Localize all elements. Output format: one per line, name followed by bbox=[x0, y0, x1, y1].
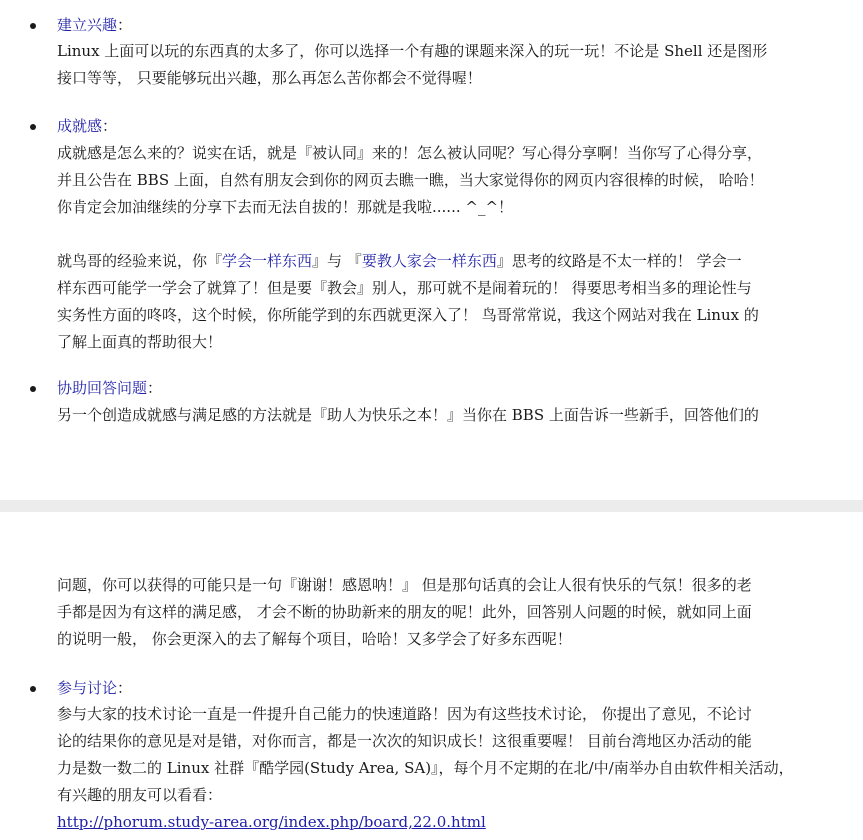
text-line: 样东西可能学一学会了就算了！但是要『教会』别人，那可就不是闹着玩的！ 得要思考相当多的理论性与 bbox=[57, 279, 752, 297]
paragraph-help bbox=[57, 402, 845, 429]
text-line: 了解上面真的帮助很大！ bbox=[57, 333, 223, 351]
heading-interest-title: 建立兴趣 bbox=[57, 16, 118, 34]
paragraph-teaching bbox=[57, 248, 845, 356]
heading-colon: ： bbox=[117, 679, 133, 697]
text-line bbox=[57, 248, 845, 275]
text-fragment: 就鸟哥的经验来说，你『 bbox=[57, 252, 223, 270]
paragraph-help-continued bbox=[57, 572, 845, 653]
bullet-dot bbox=[30, 124, 36, 130]
text-line: 成就感是怎么来的？说实在话，就是『被认同』来的！怎么被认同呢？写心得分享啊！当你写了心得分享， bbox=[57, 144, 763, 162]
heading-colon: ： bbox=[147, 379, 163, 397]
emphasis-learn: 学会一样东西 bbox=[222, 252, 313, 270]
text-line: 另一个创造成就感与满足感的方法就是『助人为快乐之本！』当你在 BBS 上面告诉一些新手，回答他们的 bbox=[57, 406, 759, 424]
bullet-dot bbox=[30, 23, 36, 29]
heading-discuss bbox=[57, 679, 132, 697]
text-line: 论的结果你的意见是对是错，对你而言，都是一次次的知识成长！这很重要喔！ 目前台湾地区办活动的能 bbox=[57, 732, 752, 750]
paragraph-discuss bbox=[57, 701, 845, 836]
heading-discuss-title: 参与讨论 bbox=[57, 679, 118, 697]
text-line: 实务性方面的咚咚，这个时候，你所能学到的东西就更深入了！ 鸟哥常常说，我这个网站对我在 Linux 的 bbox=[57, 306, 759, 324]
text-line: 接口等等， 只要能够玩出兴趣，那么再怎么苦你都会不觉得喔！ bbox=[57, 69, 482, 87]
paragraph-interest bbox=[57, 38, 845, 92]
text-line: 参与大家的技术讨论一直是一件提升自己能力的快速道路！因为有这些技术讨论， 你提出了意见，不论讨 bbox=[57, 705, 752, 723]
heading-help-title: 协助回答问题 bbox=[57, 379, 148, 397]
text-line: Linux 上面可以玩的东西真的太多了，你可以选择一个有趣的课题来深入的玩一玩！不论是 Shell 还是图形 bbox=[57, 42, 768, 60]
text-fragment: 』与 『 bbox=[312, 252, 362, 270]
text-line: 手都是因为有这样的满足感， 才会不断的协助新来的朋友的呢！此外，回答别人问题的时候，就如同上面 bbox=[57, 603, 752, 621]
bullet-dot bbox=[30, 686, 36, 692]
emphasis-teach: 要教人家会一样东西 bbox=[361, 252, 497, 270]
heading-help bbox=[57, 379, 162, 397]
document-page-2 bbox=[0, 512, 863, 840]
text-line: 你肯定会加油继续的分享下去而无法自拔的！那就是我啦...... ^_^！ bbox=[57, 198, 514, 216]
heading-achievement bbox=[57, 117, 117, 135]
text-line: 力是数一数二的 Linux 社群『酷学园(Study Area, SA)』，每个月不定期的在北/中/南举办自由软件相关活动， bbox=[57, 759, 794, 777]
text-line: 问题，你可以获得的可能只是一句『谢谢！感恩呐！』 但是那句话真的会让人很有快乐的气氛！很多的老 bbox=[57, 576, 752, 594]
heading-interest bbox=[57, 16, 132, 34]
heading-colon: ： bbox=[102, 117, 118, 135]
text-line bbox=[57, 809, 845, 836]
paragraph-achievement bbox=[57, 140, 845, 221]
text-line: 的说明一般， 你会更深入的去了解每个项目，哈哈！又多学会了好多东西呢！ bbox=[57, 630, 572, 648]
text-line: 有兴趣的朋友可以看看： bbox=[57, 786, 223, 804]
page-separator bbox=[0, 500, 863, 512]
heading-colon: ： bbox=[117, 16, 133, 34]
bullet-dot bbox=[30, 386, 36, 392]
heading-achievement-title: 成就感 bbox=[57, 117, 103, 135]
text-fragment: 』思考的纹路是不太一样的！ 学会一 bbox=[496, 252, 742, 270]
study-area-link[interactable]: http://phorum.study-area.org/index.php/board,22.0.html bbox=[57, 813, 486, 831]
text-line: 并且公告在 BBS 上面，自然有朋友会到你的网页去瞧一瞧，当大家觉得你的网页内容很棒的时候， 哈哈！ bbox=[57, 171, 764, 189]
